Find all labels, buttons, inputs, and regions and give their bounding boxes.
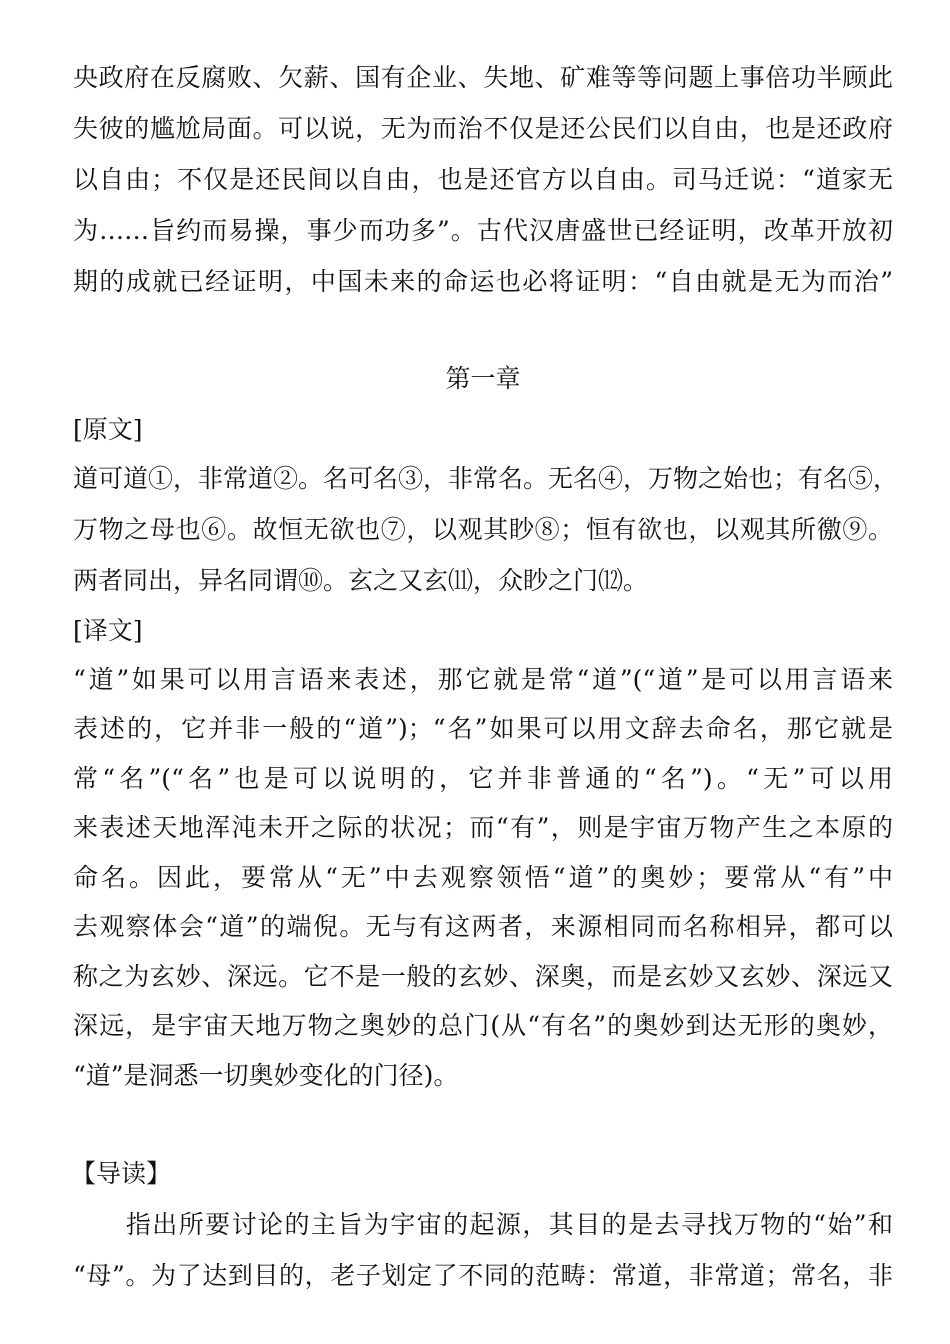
guide-line: “母”。为了达到目的，老子划定了不同的范畴：常道，非常道；常名，非 bbox=[73, 1261, 893, 1290]
guide-label: 【导读】 bbox=[71, 1159, 172, 1188]
translation-line: 常“名”(“名”也是可以说明的，它并非普通的“名”)。“无”可以用 bbox=[73, 764, 893, 793]
original-line: 道可道①，非常道②。名可名③，非常名。无名④，万物之始也；有名⑤， bbox=[73, 464, 899, 493]
intro-line: 央政府在反腐败、欠薪、国有企业、失地、矿难等等问题上事倍功半顾此 bbox=[73, 63, 893, 92]
chapter-title: 第一章 bbox=[445, 364, 521, 393]
translation-line: “道”如果可以用言语来表述，那它就是常“道”(“道”是可以用言语来 bbox=[73, 665, 893, 694]
translation-line: 来表述天地浑沌未开之际的状况；而“有”，则是宇宙万物产生之本原的 bbox=[73, 813, 893, 842]
translation-line: 深远，是宇宙天地万物之奥妙的总门(从“有名”的奥妙到达无形的奥妙， bbox=[73, 1011, 893, 1040]
translation-line: 命名。因此，要常从“无”中去观察领悟“道”的奥妙；要常从“有”中 bbox=[73, 863, 893, 892]
guide-line: 指出所要讨论的主旨为宇宙的起源，其目的是去寻找万物的“始”和 bbox=[73, 1210, 893, 1239]
original-label: [原文] bbox=[73, 415, 143, 444]
translation-line: 表述的，它并非一般的“道”)；“名”如果可以用文辞去命名，那它就是 bbox=[73, 714, 893, 743]
intro-line: 期的成就已经证明，中国未来的命运也必将证明：“自由就是无为而治” bbox=[73, 267, 893, 296]
original-line: 万物之母也⑥。故恒无欲也⑦，以观其眇⑧；恒有欲也，以观其所徼⑨。 bbox=[73, 515, 893, 544]
translation-label: [译文] bbox=[73, 616, 143, 645]
translation-line: 去观察体会“道”的端倪。无与有这两者，来源相同而名称相异，都可以 bbox=[73, 912, 893, 941]
original-line: 两者同出，异名同谓⑩。玄之又玄⑾，众眇之门⑿。 bbox=[73, 566, 649, 595]
intro-line: 为……旨约而易操，事少而功多”。古代汉唐盛世已经证明，改革开放初 bbox=[73, 216, 893, 245]
translation-line: 称之为玄妙、深远。它不是一般的玄妙、深奥，而是玄妙又玄妙、深远又 bbox=[73, 962, 893, 991]
translation-line: “道”是洞悉一切奥妙变化的门径)。 bbox=[73, 1061, 459, 1090]
intro-line: 失彼的尴尬局面。可以说，无为而治不仅是还公民们以自由，也是还政府 bbox=[73, 114, 893, 143]
intro-line: 以自由；不仅是还民间以自由，也是还官方以自由。司马迁说：“道家无 bbox=[73, 165, 893, 194]
